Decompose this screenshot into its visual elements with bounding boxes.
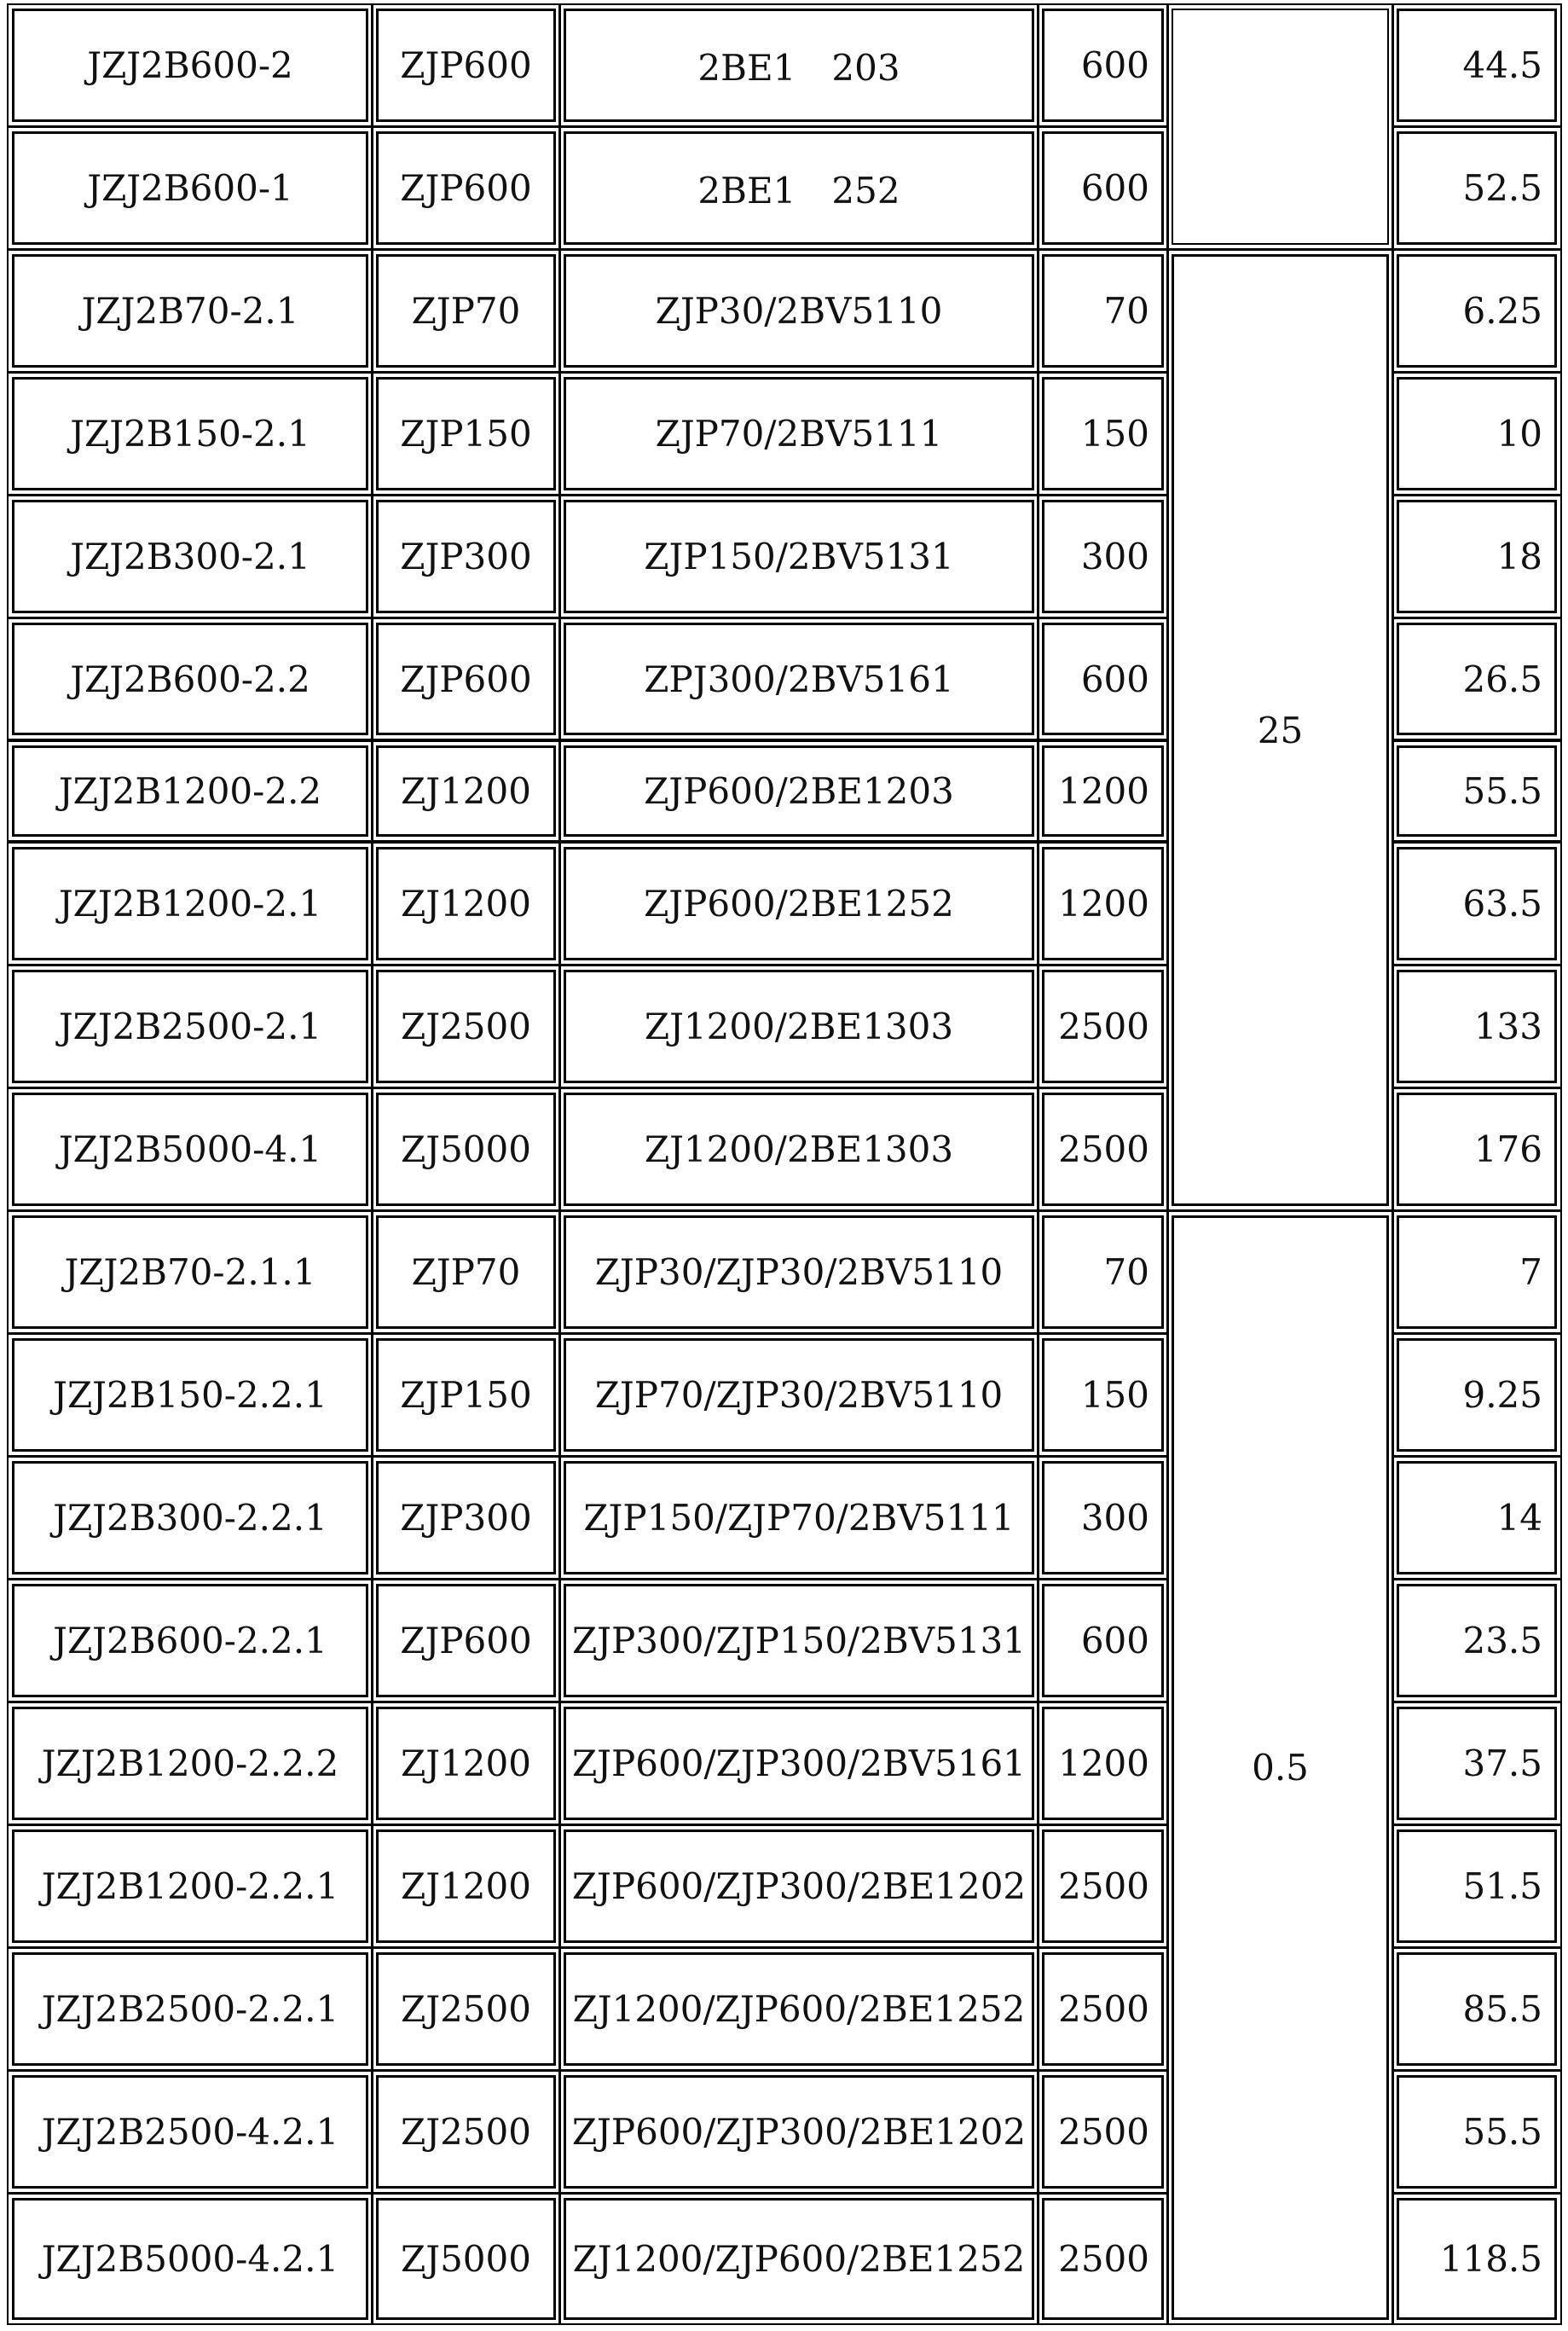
main-machine-cell: ZJ1200 — [376, 847, 556, 960]
capacity-cell: 2500 — [1042, 2198, 1164, 2320]
combination-cell: ZJP600/2BE1203 — [564, 745, 1034, 837]
combination-cell: ZJ1200/ZJP600/2BE1252 — [564, 2198, 1034, 2320]
capacity-cell: 2500 — [1042, 1952, 1164, 2066]
combination-cell: ZJP30/2BV5110 — [564, 254, 1034, 368]
value-cell: 7 — [1397, 1215, 1557, 1329]
value-cell: 26.5 — [1397, 623, 1557, 735]
combination-cell: ZJ1200/ZJP600/2BE1252 — [564, 1952, 1034, 2066]
value-cell: 51.5 — [1397, 1829, 1557, 1943]
value-cell: 10 — [1397, 377, 1557, 490]
model-cell: JZJ2B2500-4.2.1 — [12, 2075, 368, 2189]
value-cell: 14 — [1397, 1461, 1557, 1574]
combination-cell: 2BE1 252 — [564, 131, 1034, 245]
model-cell: JZJ2B5000-4.2.1 — [12, 2198, 368, 2320]
combination-cell: ZJP70/2BV5111 — [564, 377, 1034, 490]
value-cell: 9.25 — [1397, 1338, 1557, 1452]
model-cell: JZJ2B600-2.2 — [12, 623, 368, 735]
capacity-cell: 300 — [1042, 1461, 1164, 1574]
capacity-cell: 1200 — [1042, 745, 1164, 837]
merged-group-cell: 25 — [1172, 254, 1389, 1206]
main-machine-cell: ZJP150 — [376, 377, 556, 490]
capacity-cell: 300 — [1042, 500, 1164, 613]
model-cell: JZJ2B5000-4.1 — [12, 1093, 368, 1206]
value-cell: 55.5 — [1397, 2075, 1557, 2189]
capacity-cell: 70 — [1042, 254, 1164, 368]
value-cell: 85.5 — [1397, 1952, 1557, 2066]
model-cell: JZJ2B1200-2.2 — [12, 745, 368, 837]
value-cell: 118.5 — [1397, 2198, 1557, 2320]
capacity-cell: 150 — [1042, 377, 1164, 490]
capacity-cell: 150 — [1042, 1338, 1164, 1452]
main-machine-cell: ZJP600 — [376, 623, 556, 735]
main-machine-cell: ZJP600 — [376, 131, 556, 245]
model-cell: JZJ2B150-2.2.1 — [12, 1338, 368, 1452]
value-cell: 176 — [1397, 1093, 1557, 1206]
combination-cell: ZJP600/ZJP300/2BE1202 — [564, 1829, 1034, 1943]
main-machine-cell: ZJP300 — [376, 500, 556, 613]
capacity-cell: 600 — [1042, 623, 1164, 735]
value-cell: 37.5 — [1397, 1707, 1557, 1820]
capacity-cell: 1200 — [1042, 1707, 1164, 1820]
main-machine-cell: ZJP70 — [376, 1215, 556, 1329]
main-machine-cell: ZJ1200 — [376, 1707, 556, 1820]
model-cell: JZJ2B300-2.2.1 — [12, 1461, 368, 1574]
value-cell: 133 — [1397, 970, 1557, 1083]
main-machine-cell: ZJ5000 — [376, 1093, 556, 1206]
main-machine-cell: ZJP600 — [376, 9, 556, 122]
value-cell: 23.5 — [1397, 1584, 1557, 1697]
combination-cell: ZJ1200/2BE1303 — [564, 970, 1034, 1083]
model-cell: JZJ2B600-2 — [12, 9, 368, 122]
merged-group-cell — [1172, 9, 1389, 245]
model-cell: JZJ2B70-2.1 — [12, 254, 368, 368]
combination-cell: ZJP600/ZJP300/2BE1202 — [564, 2075, 1034, 2189]
model-cell: JZJ2B2500-2.1 — [12, 970, 368, 1083]
main-machine-cell: ZJP150 — [376, 1338, 556, 1452]
capacity-cell: 2500 — [1042, 1093, 1164, 1206]
main-machine-cell: ZJ2500 — [376, 970, 556, 1083]
combination-cell: ZJP600/ZJP300/2BV5161 — [564, 1707, 1034, 1820]
capacity-cell: 70 — [1042, 1215, 1164, 1329]
main-machine-cell: ZJ2500 — [376, 2075, 556, 2189]
combination-cell: ZJP70/ZJP30/2BV5110 — [564, 1338, 1034, 1452]
capacity-cell: 600 — [1042, 1584, 1164, 1697]
model-cell: JZJ2B70-2.1.1 — [12, 1215, 368, 1329]
combination-cell: ZJP150/ZJP70/2BV5111 — [564, 1461, 1034, 1574]
main-machine-cell: ZJP70 — [376, 254, 556, 368]
capacity-cell: 2500 — [1042, 970, 1164, 1083]
model-cell: JZJ2B150-2.1 — [12, 377, 368, 490]
combination-cell: ZJP300/ZJP150/2BV5131 — [564, 1584, 1034, 1697]
value-cell: 6.25 — [1397, 254, 1557, 368]
capacity-cell: 1200 — [1042, 847, 1164, 960]
model-cell: JZJ2B2500-2.2.1 — [12, 1952, 368, 2066]
merged-group-cell: 0.5 — [1172, 1215, 1389, 2320]
value-cell: 52.5 — [1397, 131, 1557, 245]
combination-cell: ZJP150/2BV5131 — [564, 500, 1034, 613]
capacity-cell: 2500 — [1042, 1829, 1164, 1943]
combination-cell: ZJ1200/2BE1303 — [564, 1093, 1034, 1206]
main-machine-cell: ZJ1200 — [376, 1829, 556, 1943]
combination-cell: 2BE1 203 — [564, 9, 1034, 122]
capacity-cell: 2500 — [1042, 2075, 1164, 2189]
model-cell: JZJ2B1200-2.1 — [12, 847, 368, 960]
capacity-cell: 600 — [1042, 131, 1164, 245]
main-machine-cell: ZJP600 — [376, 1584, 556, 1697]
value-cell: 44.5 — [1397, 9, 1557, 122]
value-cell: 18 — [1397, 500, 1557, 613]
value-cell: 63.5 — [1397, 847, 1557, 960]
main-machine-cell: ZJ2500 — [376, 1952, 556, 2066]
value-cell: 55.5 — [1397, 745, 1557, 837]
combination-cell: ZPJ300/2BV5161 — [564, 623, 1034, 735]
combination-cell: ZJP30/ZJP30/2BV5110 — [564, 1215, 1034, 1329]
main-machine-cell: ZJ5000 — [376, 2198, 556, 2320]
main-machine-cell: ZJP300 — [376, 1461, 556, 1574]
model-cell: JZJ2B1200-2.2.2 — [12, 1707, 368, 1820]
combination-cell: ZJP600/2BE1252 — [564, 847, 1034, 960]
capacity-cell: 600 — [1042, 9, 1164, 122]
model-cell: JZJ2B300-2.1 — [12, 500, 368, 613]
model-cell: JZJ2B600-2.2.1 — [12, 1584, 368, 1697]
model-cell: JZJ2B1200-2.2.1 — [12, 1829, 368, 1943]
main-machine-cell: ZJ1200 — [376, 745, 556, 837]
model-cell: JZJ2B600-1 — [12, 131, 368, 245]
